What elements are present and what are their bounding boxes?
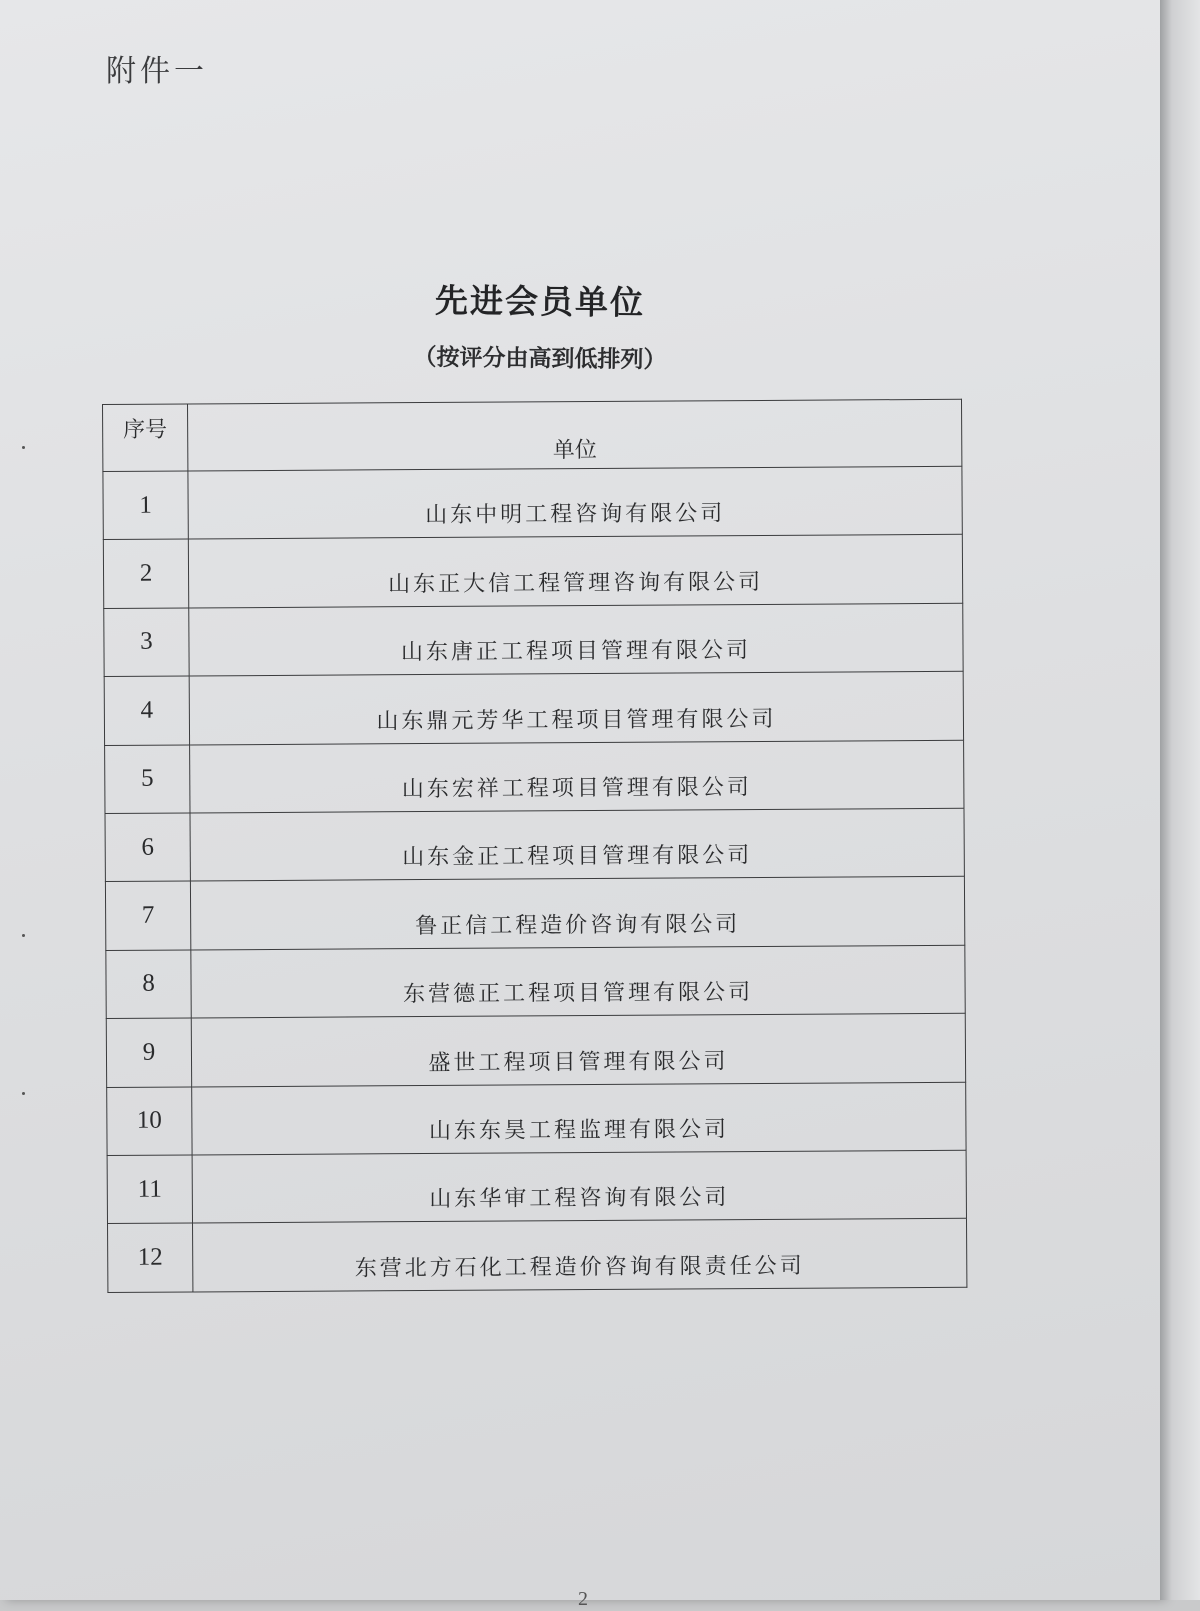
row-unit-name: 山东东昊工程监理有限公司 <box>192 1082 966 1155</box>
row-number: 12 <box>108 1223 193 1292</box>
member-table-container <box>102 399 967 1293</box>
column-header-unit: 单位 <box>188 399 962 471</box>
table-row <box>106 945 965 1019</box>
row-number: 10 <box>107 1086 192 1155</box>
paper-stack-edge <box>1160 0 1200 1600</box>
document-subtitle: （按评分由高到低排列） <box>413 344 667 374</box>
row-unit-name: 山东正大信工程管理咨询有限公司 <box>188 535 962 608</box>
row-unit-name: 东营北方石化工程造价咨询有限责任公司 <box>193 1219 967 1292</box>
table-row <box>105 877 964 951</box>
paper-speck <box>22 1092 25 1095</box>
table-row <box>104 671 963 745</box>
row-number: 11 <box>107 1155 192 1224</box>
row-number: 4 <box>104 676 189 745</box>
paper-speck <box>22 446 25 449</box>
column-header-number: 序号 <box>103 404 188 472</box>
paper-speck <box>22 934 25 937</box>
row-number: 9 <box>106 1018 191 1087</box>
table-row <box>103 466 962 540</box>
table-row <box>108 1219 967 1293</box>
row-number: 6 <box>105 813 190 882</box>
row-number: 8 <box>106 950 191 1019</box>
table-row <box>107 1082 966 1156</box>
row-unit-name: 山东宏祥工程项目管理有限公司 <box>190 740 964 813</box>
row-number: 2 <box>103 539 188 608</box>
table-row <box>104 603 963 677</box>
page-number: 2 <box>578 1588 588 1610</box>
row-unit-name: 山东华审工程咨询有限公司 <box>192 1150 966 1223</box>
table-row <box>105 740 964 814</box>
table-header-row <box>103 399 962 471</box>
row-number: 7 <box>105 881 190 950</box>
row-unit-name: 山东鼎元芳华工程项目管理有限公司 <box>189 671 963 744</box>
row-number: 5 <box>105 745 190 814</box>
row-unit-name: 山东中明工程咨询有限公司 <box>188 466 962 539</box>
row-unit-name: 鲁正信工程造价咨询有限公司 <box>190 877 964 950</box>
row-number: 3 <box>104 608 189 677</box>
row-number: 1 <box>103 471 188 540</box>
table-row <box>103 535 962 609</box>
row-unit-name: 盛世工程项目管理有限公司 <box>191 1013 965 1086</box>
member-table <box>102 399 967 1293</box>
table-row <box>107 1150 966 1224</box>
row-unit-name: 山东唐正工程项目管理有限公司 <box>189 603 963 676</box>
document-title: 先进会员单位 <box>434 280 646 323</box>
table-row <box>106 1013 965 1087</box>
table-row <box>105 808 964 882</box>
attachment-label: 附件一 <box>106 54 208 89</box>
row-unit-name: 东营德正工程项目管理有限公司 <box>191 945 965 1018</box>
row-unit-name: 山东金正工程项目管理有限公司 <box>190 808 964 881</box>
